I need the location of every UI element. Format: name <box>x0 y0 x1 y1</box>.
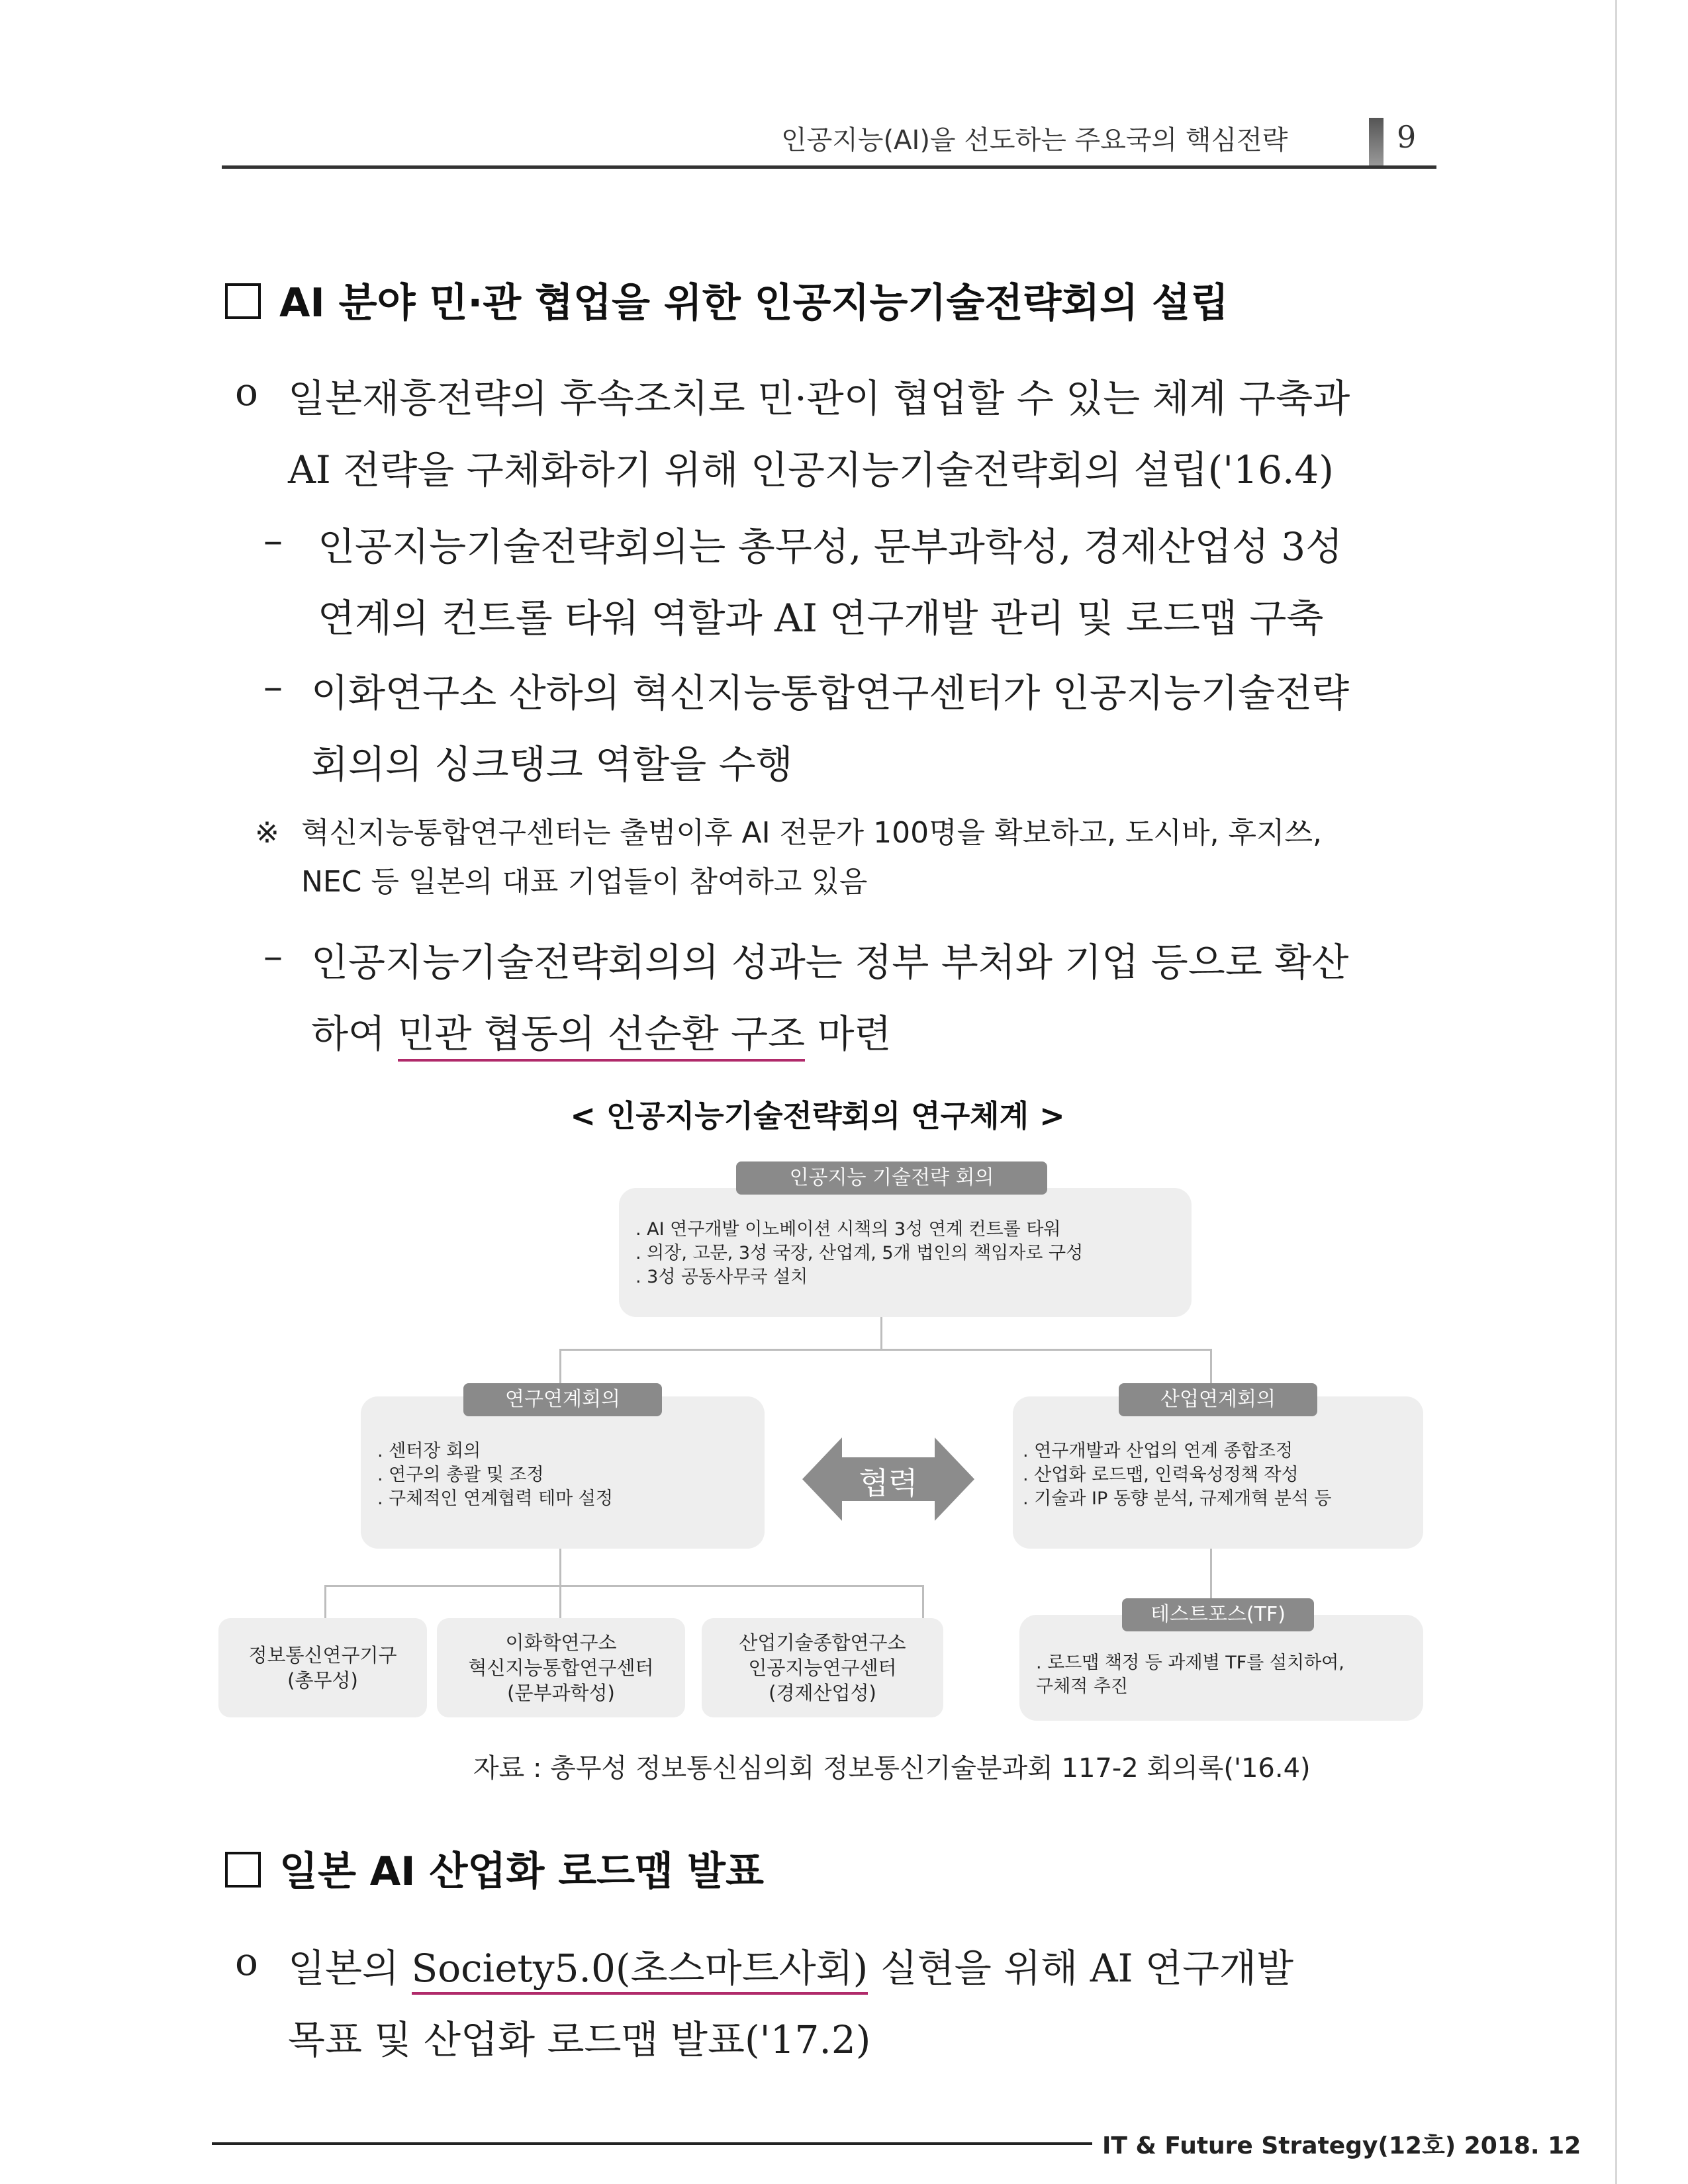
paragraph-2 <box>288 1933 1293 2075</box>
org-box-2-line-3: (문부과학성) <box>507 1682 615 1704</box>
underlined-phrase-1: 민관 협동의 선순환 구조 <box>398 1011 806 1062</box>
org-box-3-line-2: 인공지능연구센터 <box>748 1657 897 1679</box>
bullet-o-2: o <box>235 1939 258 1984</box>
org-box-3-line-1: 산업기술종합연구소 <box>739 1631 906 1654</box>
paragraph-1-line-1: 일본재흥전략의 후속조치로 민·관이 협업할 수 있는 체계 구축과 <box>288 376 1350 421</box>
org-box-3-line-3: (경제산업성) <box>769 1682 876 1704</box>
section-heading-1-text: AI 분야 민·관 협업을 위한 인공지능기술전략회의 설립 <box>279 280 1229 326</box>
org-box-1-line-1: 정보통신연구기구 <box>248 1644 397 1666</box>
bullet-o: o <box>235 369 258 414</box>
org-box-1 <box>218 1618 427 1717</box>
right-box-item: . 연구개발과 산업의 연계 종합조정 <box>1023 1441 1293 1461</box>
paragraph-2-line-2: 목표 및 산업화 로드맵 발표('17.2) <box>288 2017 871 2062</box>
connector-bottom <box>324 1585 923 1587</box>
dash-paragraph-1-line-1: 인공지능기술전략회의는 총무성, 문부과학성, 경제산업성 3성 <box>318 524 1343 569</box>
checkbox-square-icon <box>225 1852 261 1888</box>
dash-paragraph-2-line-1: 이화연구소 산하의 혁신지능통합연구센터가 인공지능기술전략 <box>311 670 1350 715</box>
dash-1: – <box>263 518 283 563</box>
dash-paragraph-3-line-1: 인공지능기술전략회의의 성과는 정부 부처와 기업 등으로 확산 <box>311 940 1349 985</box>
header-marker <box>1369 118 1383 165</box>
header-rule <box>222 165 1436 169</box>
dash-paragraph-2-line-2: 회의의 싱크탱크 역할을 수행 <box>311 742 793 787</box>
paragraph-2-pre: 일본의 <box>288 1946 400 1991</box>
connector-b1 <box>324 1585 326 1618</box>
section-heading-2 <box>225 1840 764 1897</box>
footer-text: IT & Future Strategy(12호) 2018. 12 <box>1102 2132 1581 2160</box>
top-box-item: . 3성 공동사무국 설치 <box>635 1267 808 1287</box>
connector-top <box>880 1314 882 1350</box>
running-title: 인공지능(AI)을 선도하는 주요국의 핵심전략 <box>781 125 1288 156</box>
org-box-3 <box>702 1618 943 1717</box>
right-box-label: 산업연계회의 <box>1119 1383 1317 1416</box>
top-box-list <box>635 1218 1083 1289</box>
org-box-2-line-2: 혁신지능통합연구센터 <box>468 1657 654 1679</box>
right-box-item: . 기술과 IP 동향 분석, 규제개혁 분석 등 <box>1023 1488 1332 1509</box>
right-box-item: . 산업화 로드맵, 인력육성정책 작성 <box>1023 1465 1299 1485</box>
underlined-phrase-2: Society5.0(초스마트사회) <box>412 1946 868 1995</box>
footer-rule <box>212 2142 1092 2145</box>
dash-paragraph-3-pre: 하여 <box>311 1011 386 1056</box>
note-line-2: NEC 등 일본의 대표 기업들이 참여하고 있음 <box>301 865 868 899</box>
right-box-list <box>1023 1439 1332 1511</box>
dash-3: – <box>263 933 283 978</box>
left-box-label: 연구연계회의 <box>463 1383 662 1416</box>
connector-b3 <box>922 1585 924 1618</box>
left-box-item: . 연구의 총괄 및 조정 <box>377 1465 544 1485</box>
section-heading-1 <box>225 271 1229 328</box>
top-box-label: 인공지능 기술전략 회의 <box>736 1161 1047 1195</box>
connector-tf <box>1210 1545 1212 1598</box>
tf-box-label: 테스트포스(TF) <box>1122 1598 1314 1631</box>
org-box-2-line-1: 이화학연구소 <box>505 1631 617 1654</box>
paragraph-1-line-2: AI 전략을 구체화하기 위해 인공지능기술전략회의 설립('16.4) <box>288 447 1334 492</box>
checkbox-square-icon <box>225 283 261 319</box>
tf-box-item: . 로드맵 책정 등 과제별 TF를 설치하여, <box>1036 1653 1344 1673</box>
paragraph-2-line-1 <box>288 1933 1293 2004</box>
left-box-list <box>377 1439 613 1511</box>
dash-paragraph-3-post: 마련 <box>817 1011 892 1056</box>
section-heading-2-text: 일본 AI 산업화 로드맵 발표 <box>279 1848 764 1895</box>
tf-box-list <box>1036 1651 1344 1699</box>
top-box-item: . AI 연구개발 이노베이션 시책의 3성 연계 컨트롤 타워 <box>635 1219 1061 1240</box>
connector-horizontal <box>559 1349 1211 1351</box>
note-mark: ※ <box>255 816 279 850</box>
dash-paragraph-3 <box>311 927 1348 1069</box>
figure-source: 자료 : 총무성 정보통신심의회 정보통신기술분과회 117-2 회의록('16.4) <box>473 1753 1311 1784</box>
dash-paragraph-3-line-2 <box>311 998 1348 1069</box>
dash-paragraph-2 <box>311 657 1349 800</box>
paragraph-1 <box>288 363 1440 506</box>
left-box-item: . 구체적인 연계협력 테마 설정 <box>377 1488 613 1509</box>
connector-b2 <box>559 1585 561 1618</box>
dash-2: – <box>263 664 283 709</box>
connector-left-down <box>559 1545 561 1586</box>
figure-title: < 인공지능기술전략회의 연구체계 > <box>570 1098 1065 1134</box>
arrow-label: 협력 <box>859 1465 918 1501</box>
note-paragraph <box>301 809 1322 907</box>
page-number: 9 <box>1397 119 1417 155</box>
dash-paragraph-1-line-2: 연계의 컨트롤 타워 역할과 AI 연구개발 관리 및 로드맵 구축 <box>318 596 1324 641</box>
dash-paragraph-1 <box>318 511 1342 654</box>
tf-box-item: 구체적 추진 <box>1036 1676 1128 1697</box>
top-box-item: . 의장, 고문, 3성 국장, 산업계, 5개 법인의 책임자로 구성 <box>635 1243 1084 1263</box>
paragraph-2-post: 실현을 위해 AI 연구개발 <box>880 1946 1294 1991</box>
org-box-1-line-2: (총무성) <box>287 1669 358 1692</box>
left-box-item: . 센터장 회의 <box>377 1441 481 1461</box>
org-box-2 <box>437 1618 685 1717</box>
note-line-1: 혁신지능통합연구센터는 출범이후 AI 전문가 100명을 확보하고, 도시바, 후지쓰, <box>301 816 1323 850</box>
